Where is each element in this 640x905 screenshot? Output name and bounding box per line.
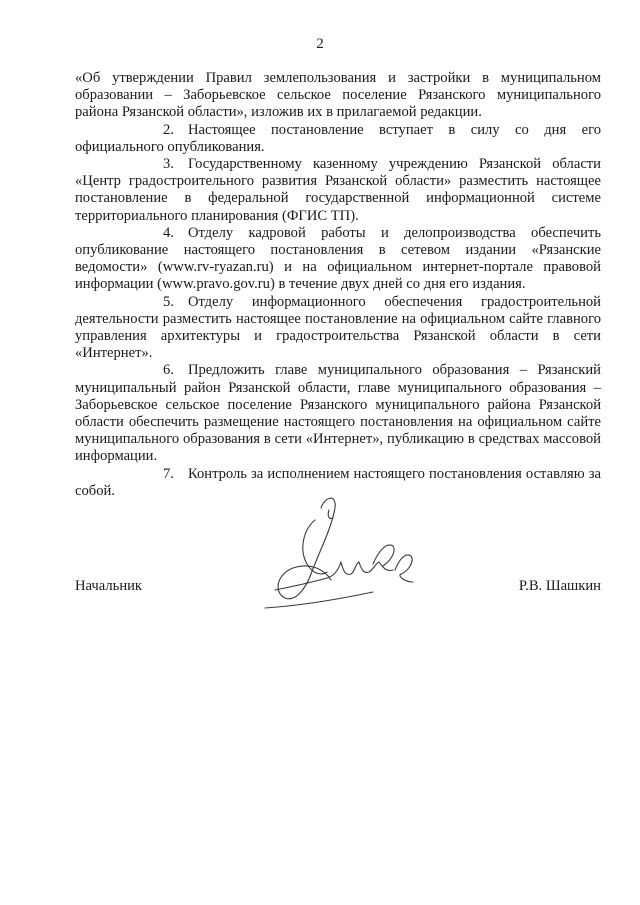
paragraph-text: Государственному казенному учреждению Рязанской области «Центр градостроительного развития Рязанской области» разместить настоящее постановление в федеральной государственной информационной системе территориального планирования (ФГИС ТП).	[75, 156, 601, 224]
paragraph-text: «Об утверждении Правил землепользования и застройки в муниципальном образовании – Заборьевское сельское поселение Рязанского муниципального района Рязанской области», изложив их в прилагаемой редакции.	[75, 70, 601, 121]
paragraph-text: Контроль за исполнением настоящего постановления оставляю за собой.	[75, 465, 601, 499]
paragraph-number: 2.	[163, 121, 174, 138]
signer-name: Р.В. Шашкин	[518, 578, 601, 594]
paragraph-number: 7.	[163, 465, 174, 482]
paragraph-6	[75, 362, 601, 465]
paragraph-5	[75, 294, 601, 363]
paragraph-1	[75, 70, 601, 122]
signature-block	[75, 578, 601, 598]
paragraph-4	[75, 225, 601, 294]
paragraph-2	[75, 122, 601, 156]
paragraph-number: 4.	[163, 224, 174, 241]
handwritten-signature	[255, 490, 425, 625]
paragraph-text: Предложить главе муниципального образования – Рязанский муниципальный район Рязанской области, главе муниципального образования – Заборьевское сельское поселение Рязанского муниципального района Рязанской области обеспечить размещение настоящего постановления на официальном сайте муниципального образования в сети «Интернет», публикацию в средствах массовой информации.	[75, 362, 601, 465]
paragraph-3	[75, 156, 601, 225]
paragraph-number: 6.	[163, 362, 174, 379]
document-body	[75, 70, 601, 500]
paragraph-text: Отделу кадровой работы и делопроизводства обеспечить опубликование настоящего постановления в сетевом издании «Рязанские ведомости» (www.rv-ryazan.ru) и на официальном интернет-портале правовой информации (www.pravo.gov.ru) в течение двух дней со дня его издания.	[75, 224, 601, 293]
paragraph-number: 3.	[163, 156, 174, 173]
paragraph-text: Настоящее постановление вступает в силу со дня его официального опубликования.	[75, 121, 601, 155]
page-number: 2	[316, 36, 324, 52]
signer-position: Начальник	[75, 578, 143, 594]
paragraph-number: 5.	[163, 293, 174, 310]
paragraph-text: Отделу информационного обеспечения градостроительной деятельности разместить настоящее постановление на официальном сайте главного управления архитектуры и градостроительства Рязанской области в сети «Интернет».	[75, 293, 601, 362]
